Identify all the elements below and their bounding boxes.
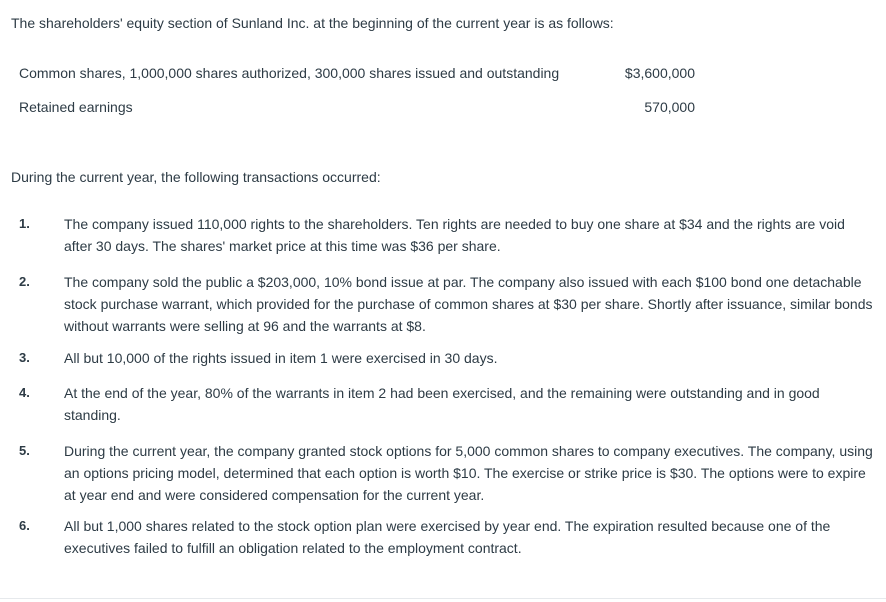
transactions-heading: During the current year, the following transactions occurred: <box>11 169 381 185</box>
intro-text: The shareholders' equity section of Sunland Inc. at the beginning of the current year is as follows: <box>11 15 614 31</box>
item-number: 6. <box>19 518 30 533</box>
equity-amount: 570,000 <box>644 99 695 115</box>
equity-label: Retained earnings <box>19 99 133 115</box>
item-text: The company issued 110,000 rights to the shareholders. Ten rights are needed to buy one share at $34 and the rights are void after 30 days. The shares' market price at this time was $36 per share. <box>64 216 845 254</box>
equity-table <box>11 56 695 124</box>
item-number: 2. <box>19 274 30 289</box>
table-row <box>11 56 695 90</box>
item-text: At the end of the year, 80% of the warrants in item 2 had been exercised, and the remaining were outstanding and in good standing. <box>64 385 820 423</box>
divider <box>0 598 886 599</box>
item-text: All but 1,000 shares related to the stock option plan were exercised by year end. The expiration resulted because one of the executives failed to fulfill an obligation related to the employment contract. <box>64 518 831 556</box>
equity-amount: $3,600,000 <box>624 65 695 81</box>
item-text: During the current year, the company granted stock options for 5,000 common shares to company executives. The company, using an options pricing model, determined that each option is worth $10. The exercise or strike price is $30. The options were to expire at year end and were considered compensation for the current year. <box>64 443 873 503</box>
equity-label: Common shares, 1,000,000 shares authorized, 300,000 shares issued and outstanding <box>19 65 560 81</box>
table-row <box>11 90 695 124</box>
item-number: 4. <box>19 385 30 400</box>
item-number: 1. <box>19 216 30 231</box>
item-text: The company sold the public a $203,000, 10% bond issue at par. The company also issued with each $100 bond one detachable stock purchase warrant, which provided for the purchase of common shares at $30 per share. Shortly after issuance, similar bonds without warrants were selling at 96 and the warrants at $8. <box>64 274 873 334</box>
item-number: 5. <box>19 443 30 458</box>
item-text: All but 10,000 of the rights issued in item 1 were exercised in 30 days. <box>64 350 498 366</box>
item-number: 3. <box>19 350 30 365</box>
